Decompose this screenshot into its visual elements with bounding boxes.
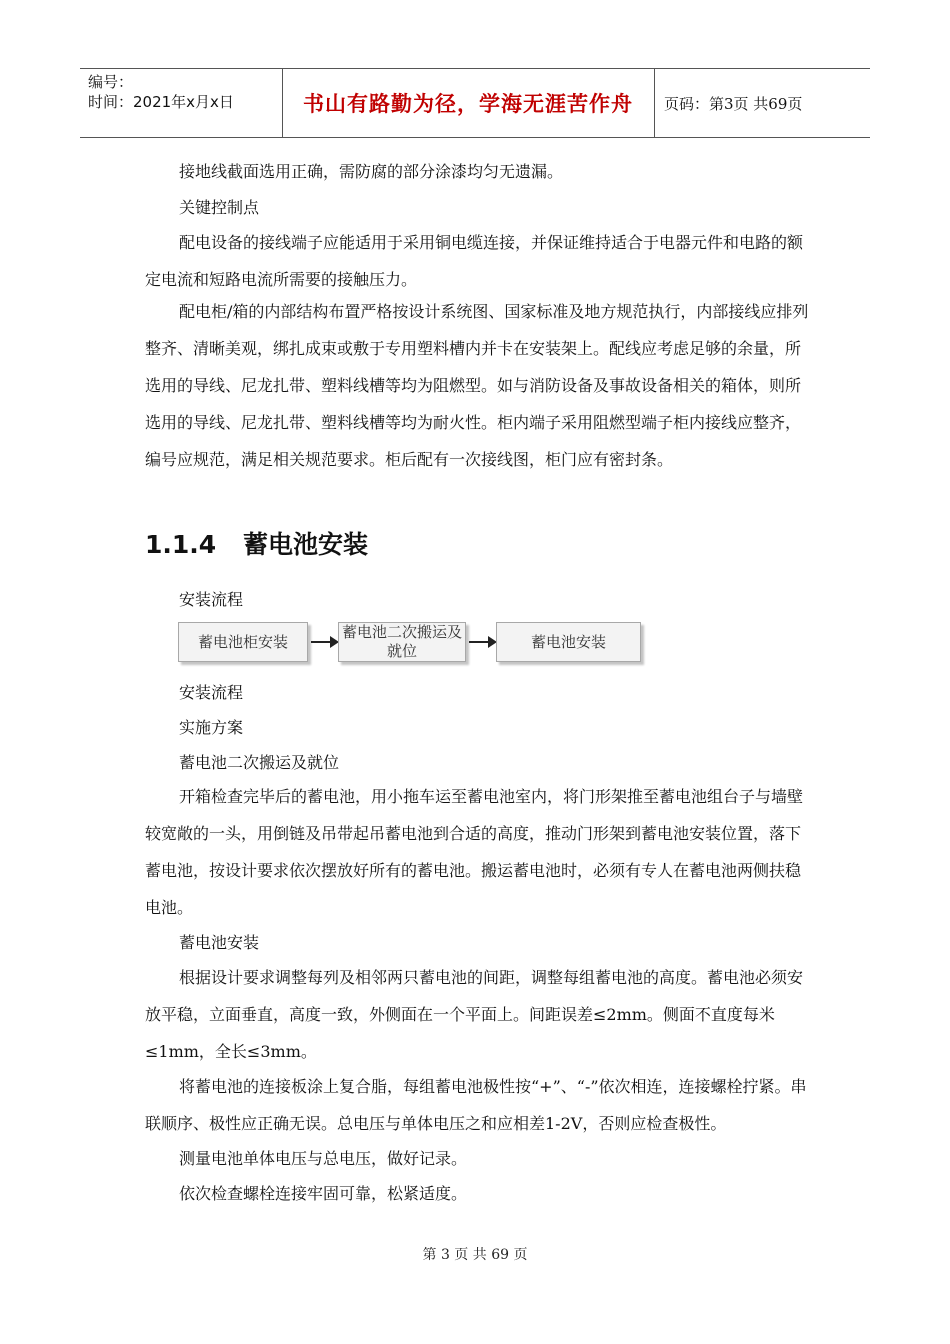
paragraph: 测量电池单体电压与总电压，做好记录。 — [179, 1149, 468, 1168]
paragraph: 接地线截面选用正确，需防腐的部分涂漆均匀无遗漏。 — [179, 162, 564, 181]
paragraph: 根据设计要求调整每列及相邻两只蓄电池的间距，调整每组蓄电池的高度。蓄电池必须安放平稳，立面垂直，高度一致，外侧面在一个平面上。间距误差≤2mm。侧面不直度每米≤1mm，全长≤3mm。 — [145, 968, 804, 1061]
flow-step: 蓄电池安装 — [496, 622, 641, 662]
section-heading — [145, 525, 368, 561]
page-footer: 第 3 页 共 69 页 — [422, 1247, 528, 1263]
paragraph: 安装流程 — [179, 590, 244, 609]
time-label: 时间：2021年x月x日 — [88, 93, 234, 111]
section-number: 1.1.4 — [145, 530, 217, 559]
flow-arrow — [469, 641, 495, 643]
header-meta — [80, 69, 283, 137]
paragraph: 安装流程 — [179, 683, 244, 702]
flow-step: 蓄电池柜安装 — [178, 622, 308, 662]
paragraph: 关键控制点 — [179, 198, 260, 217]
flow-step: 蓄电池二次搬运及就位 — [338, 622, 466, 662]
page-header — [80, 68, 870, 138]
paragraph: 配电柜/箱的内部结构布置严格按设计系统图、国家标准及地方规范执行，内部接线应排列整齐、清晰美观，绑扎成束或敷于专用塑料槽内并卡在安装架上。配线应考虑足够的余量，所选用的导线、尼龙扎带、塑料线槽等均为阻燃型。如与消防设备及事故设备相关的箱体，则所选用的导线、尼龙扎带、塑料线槽等均为耐火性。柜内端子采用阻燃型端子柜内接线应整齐，编号应规范，满足相关规范要求。柜后配有一次接线图，柜门应有密封条。 — [145, 302, 809, 469]
section-title: 蓄电池安装 — [243, 530, 369, 559]
paragraph: 将蓄电池的连接板涂上复合脂，每组蓄电池极性按“+”、“-”依次相连，连接螺栓拧紧。串联顺序、极性应正确无误。总电压与单体电压之和应相差1-2V，否则应检查极性。 — [145, 1077, 807, 1133]
flow-arrow — [311, 641, 337, 643]
motto-text: 书山有路勤为径，学海无涯苦作舟 — [303, 92, 633, 116]
paragraph: 依次检查螺栓连接牢固可靠，松紧适度。 — [179, 1184, 468, 1203]
paragraph: 蓄电池安装 — [179, 933, 260, 952]
paragraph: 实施方案 — [179, 718, 244, 737]
paragraph: 配电设备的接线端子应能适用于采用铜电缆连接，并保证维持适合于电器元件和电路的额定电流和短路电流所需要的接触压力。 — [145, 233, 804, 289]
installation-flowchart — [178, 620, 648, 668]
number-label: 编号： — [88, 73, 134, 91]
header-page-info: 页码：第3页 共69页 — [664, 94, 803, 113]
header-motto — [282, 69, 655, 137]
paragraph: 蓄电池二次搬运及就位 — [179, 753, 340, 772]
paragraph: 开箱检查完毕后的蓄电池，用小拖车运至蓄电池室内，将门形架推至蓄电池组台子与墙壁较宽敞的一头，用倒链及吊带起吊蓄电池到合适的高度，推动门形架到蓄电池安装位置，落下蓄电池，按设计要求依次摆放好所有的蓄电池。搬运蓄电池时，必须有专人在蓄电池两侧扶稳电池。 — [145, 787, 804, 917]
